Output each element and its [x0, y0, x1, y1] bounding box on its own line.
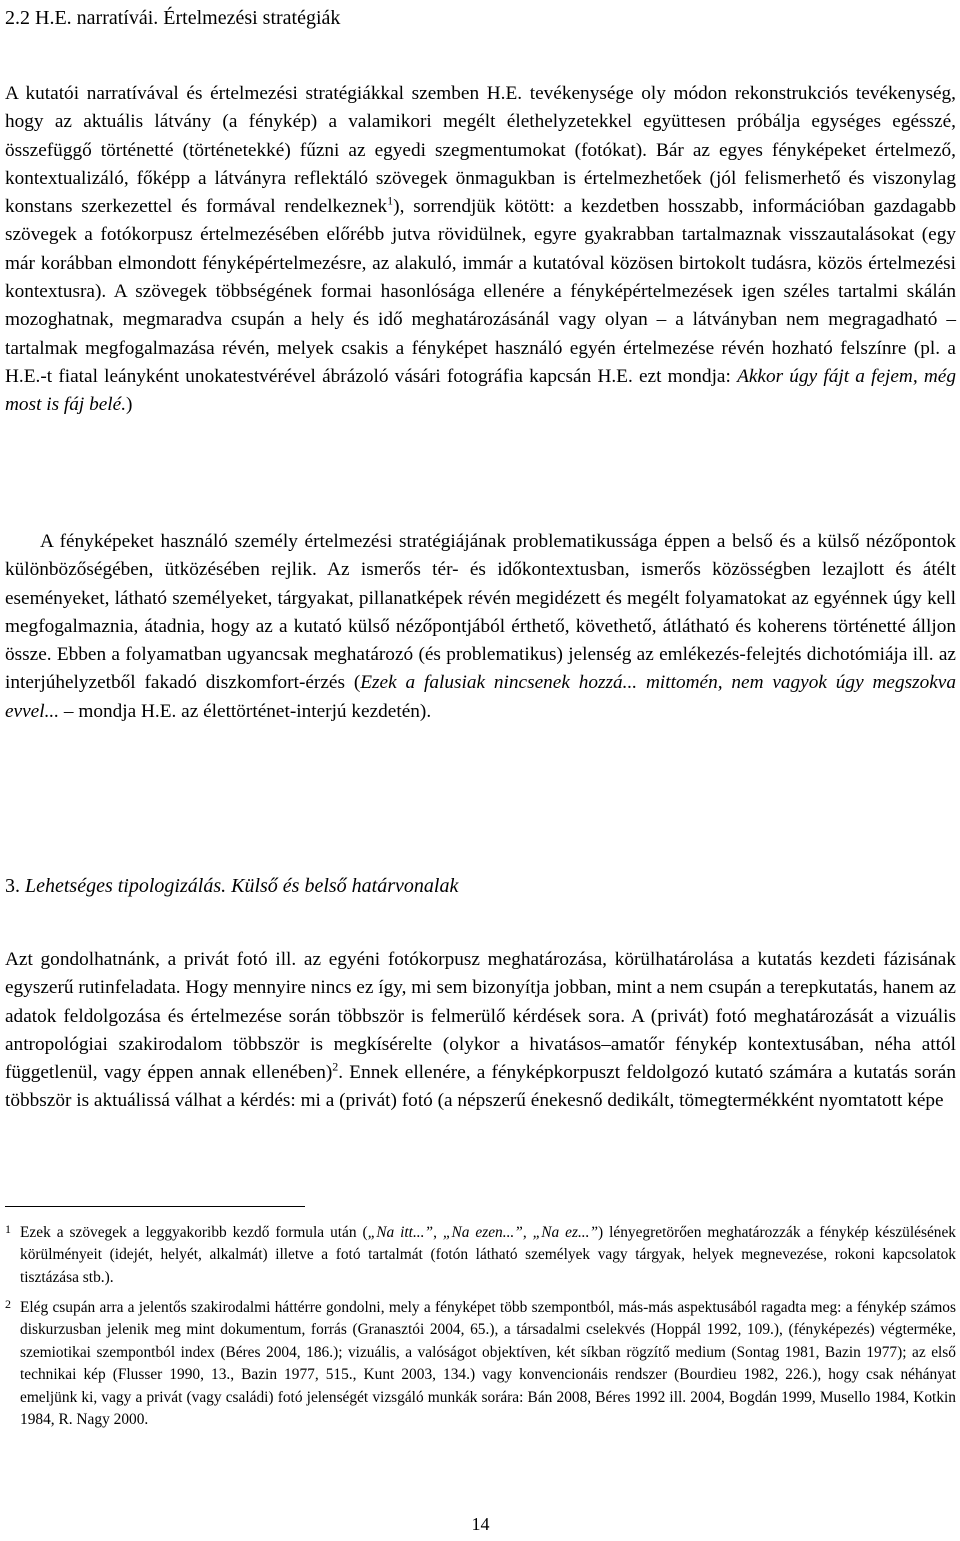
section-title-italic-a: Lehetséges tipologizálás.	[25, 875, 227, 897]
footnote-ref-2[interactable]: 2	[332, 1059, 339, 1074]
footnote-2-body: Elég csupán arra a jelentős szakirodalmi háttérre gondolni, mely a fényképet több szempontból, más-más aspektusából ragadta meg: a fénykép számos diskurzusban jelenik meg mint dokumentum, forrás (Granasztói 2004, 65.), a társadalmi cselekvés (Hoppál 1992, 109.), (fényképezés) végterméke, szemiotikai szempontból index (Béres 2004, 186.); vizuális, a valóságot objektíven, két síkban rögzítő medium (Sontag 1981, Bazin 1977); az első technikai kép (Flusser 1990, 13., Bazin 1977, 515., Kunt 2003, 134.) vagy konvencionáis rendszer (Bourdieu 1982, 226.), hogy csak néhányat emeljünk ki, vagy a privát (vagy családi) fotó jelenségét vizsgáló munkák sorára: Bán 2008, Béres 1992 ill. 2004, Bogdán 1999, Musello 1984, Kotkin 1984, R. Nagy 2000.	[20, 1299, 956, 1429]
footnote-1-quote-1: „Na itt...”	[367, 1224, 434, 1241]
footnote-2-number: 2	[5, 1297, 11, 1311]
footnote-1-number: 1	[5, 1222, 11, 1236]
footnote-1-quote-3: „Na ez...”	[532, 1224, 599, 1241]
paragraph-3-text-a: Azt gondolhatnánk, a privát fotó ill. az egyéni fotókorpusz meghatározása, körülhatárolása a kutatás kezdeti fázisának egyszerű rutinfeladata. Hogy mennyire nincs ez így, mi sem bizonyítja jobban, mint a nem csupán a terepkutatás, hanem az adatok feldolgozása és értelmezése során többször is felmerülő kérdések sora. A (privát) fotó meghatározását a vizuális antropológiai szakirodalom többször is megkísérelte (olykor a hivatásos–amatőr fénykép kontextusában, néha attól függetlenül, vagy éppen annak ellenében)	[5, 949, 956, 1084]
footnote-1-text-a: Ezek a szövegek a leggyakoribb kezdő formula után (	[20, 1224, 368, 1241]
paragraph-2-text-a: A fényképeket használó személy értelmezési stratégiájának problematikussága éppen a belső és a külső nézőpontok különbözőségében, ütközésében rejlik. Az ismerős tér- és időkontextusban, ismerős közösségben lezajlott és átélt eseményeket, látható személyeket, tárgyakat, pillanatképek révén megidézett és megélt folyamatokat az egyénnek úgy kell megfogalmaznia, átadnia, hogy az a kutató külső nézőpontjából érthető, követhető, átlátható és koherens történetté álljon össze. Ebben a folyamatban ugyancsak meghatározó (és problematikus) jelenség az emlékezés-felejtés dichotómiája ill. az interjúhelyzetből fakadó diszkomfort-érzés (	[5, 531, 956, 694]
footnote-separator	[5, 1206, 305, 1207]
paragraph-3-text-b: . Ennek ellenére, a fényképkorpuszt feldolgozó kutató számára a kutatás során többször is aktuálissá válhat a kérdés: mi a (privát) fotó (a népszerű énekesnő dedikált, tömegtermékként nyomtatott képe	[5, 1062, 956, 1112]
paragraph-2-text-b: – mondja H.E. az élettörténet-interjú kezdetén).	[59, 700, 432, 722]
subsection-heading: 2.2 H.E. narratívái. Értelmezési stratégiák	[5, 7, 341, 29]
page-number: 14	[471, 1514, 490, 1534]
paragraph-2-quote: Ezek a falusiak nincsenek hozzá... mittomén, nem vagyok úgy megszokva evvel...	[5, 672, 956, 722]
footnote-1	[5, 1222, 956, 1289]
footnote-1-text-b: ) lényegretörően meghatározzák a fénykép készülésének körülményeit (idejét, helyét, alkalmát) illetve a fotó tartalmát (fotón látható személyek vagy tárgyak, helyek megnevezése, rokoni kapcsolatok tisztázása stb.).	[20, 1224, 956, 1286]
section-title	[5, 872, 458, 900]
paragraph-1	[5, 80, 956, 420]
paragraph-1-text-b: ), sorrendjük kötött: a kezdetben hosszabb, információban gazdagabb szövegek a fotókorpusz értelmezésében előrébb jutva rövidülnek, egyre gyakrabban tartalmaznak visszautalásokat (egy már korábban elmondott fényképértelmezésre, az alakuló, immár a kutatóval közösen birtokolt tudásra, közös értelmezési kontextusra). A szövegek többségének formai hasonlósága ellenére a fényképértelmezések igen széles tartalmi skálán mozoghatnak, megmaradva csupán a hely és idő meghatározásánál vagy olyan – a látványban nem megragadható – tartalmak megfogalmazása révén, melyek csakis a fényképet használó egyén értelmezése révén hozható felszínre (pl. a H.E.-t fiatal leányként unokatestvérével ábrázoló vásári fotográfia kapcsán H.E. ezt mondja:	[5, 196, 956, 387]
footnote-1-quote-2: „Na ezen...”	[442, 1224, 523, 1241]
footnote-2	[5, 1297, 956, 1431]
paragraph-3	[5, 946, 956, 1116]
section-number: 3.	[5, 875, 25, 897]
footnote-1-sep-2: ,	[522, 1224, 533, 1241]
section-title-italic-b: Külső és belső határvonalak	[226, 875, 459, 897]
footnote-1-sep-1: ,	[433, 1224, 443, 1241]
paragraph-1-quote: Akkor úgy fájt a fejem, még most is fáj belé.	[5, 365, 956, 416]
paragraph-1-text-a: A kutatói narratívával és értelmezési stratégiákkal szemben H.E. tevékenysége oly módon rekonstrukciós tevékenység, hogy az aktuális látvány (a fénykép) a valamikori megélt élethelyzetekkel együttesen próbálja egységes egésszé, összefüggő történetté (történetekké) fűzni az egyedi szegmentumokat (fotókat). Bár az egyes fényképeket értelmező, kontextualizáló, főképp a látványra reflektáló szövegek önmagukban is értelmezhetőek (jól felismerhető és viszonylag konstans szerkezettel és formával rendelkeznek	[5, 83, 956, 218]
footnote-ref-1[interactable]: 1	[387, 193, 394, 208]
footnote-1-body	[5, 1222, 956, 1289]
paragraph-1-text-c: )	[126, 394, 133, 416]
paragraph-2	[5, 528, 956, 726]
